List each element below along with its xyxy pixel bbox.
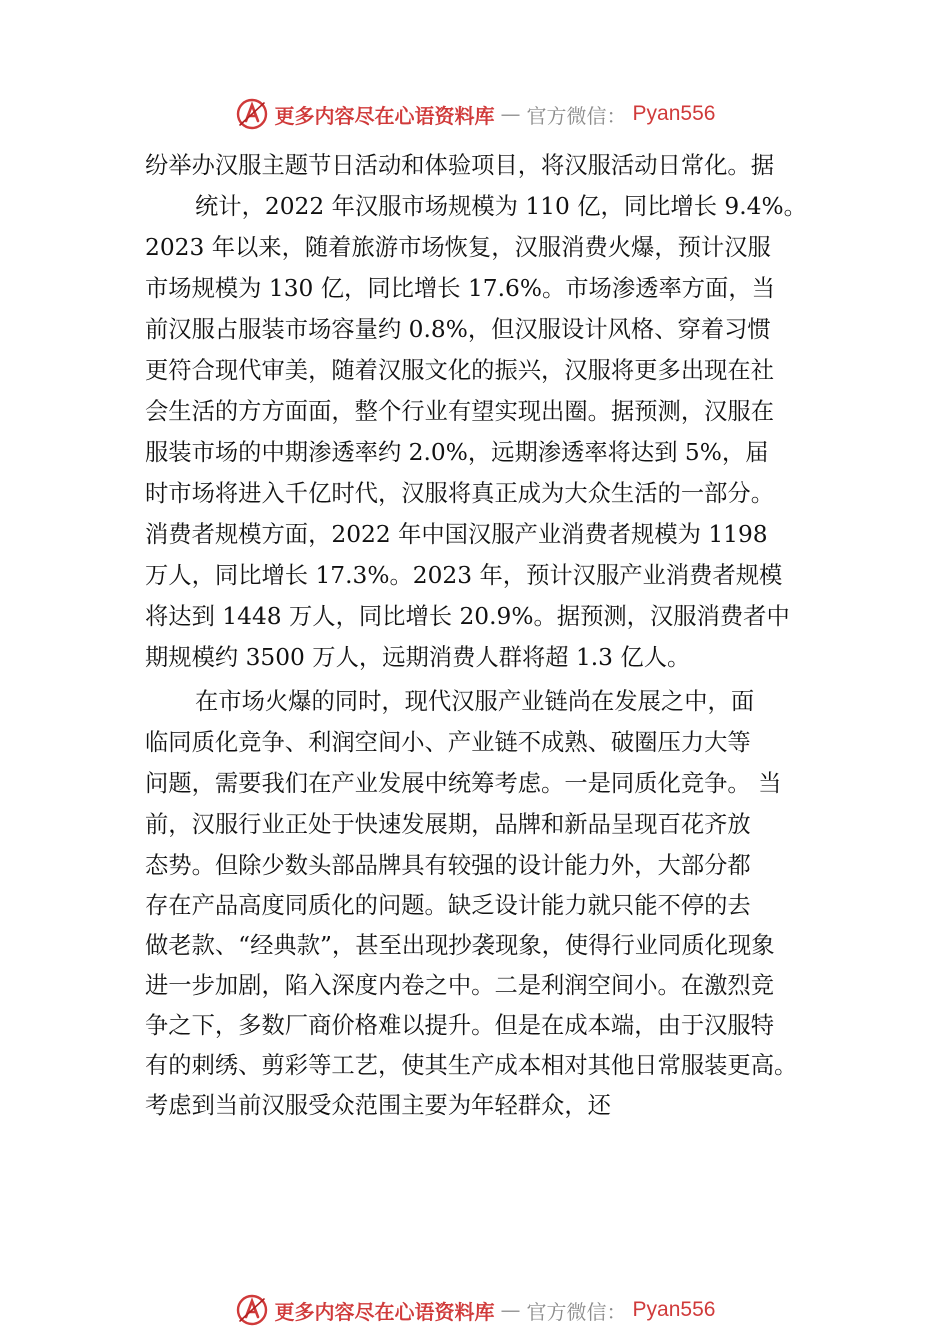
red-seal-logo-icon [235,1293,269,1327]
watermark-brand: 更多内容尽在心语资料库 [274,103,495,128]
watermark-label: 官方微信： [526,103,627,128]
watermark-account: Pyan556 [632,1298,716,1321]
body-line-1: 纷举办汉服主题节日活动和体验项目，将汉服活动日常化。据 [145,152,775,179]
body-line-8: 服装市场的中期渗透率约 2.0%，远期渗透率将达到 5%，届 [145,439,769,466]
footer-watermark [0,1290,950,1330]
body-line-17: 前，汉服行业正处于快速发展期，品牌和新品呈现百花齐放 [145,811,751,838]
watermark-separator: — [500,102,521,126]
watermark-label: 官方微信： [526,1299,627,1324]
body-line-21: 进一步加剧，陷入深度内卷之中。二是利润空间小。在激烈竞 [145,972,775,999]
body-line-24: 考虑到当前汉服受众范围主要为年轻群众，还 [145,1092,611,1119]
body-line-16: 问题，需要我们在产业发展中统筹考虑。一是同质化竞争。 当 [145,770,782,797]
body-line-4: 市场规模为 130 亿，同比增长 17.6%。市场渗透率方面，当 [145,275,775,302]
watermark-account: Pyan556 [632,102,716,125]
body-line-15: 临同质化竞争、利润空间小、产业链不成熟、破圈压力大等 [145,729,751,756]
body-line-3: 2023 年以来，随着旅游市场恢复，汉服消费火爆，预计汉服 [145,234,771,261]
body-line-14: 在市场火爆的同时，现代汉服产业链尚在发展之中，面 [195,688,755,715]
body-line-9: 时市场将进入千亿时代，汉服将真正成为大众生活的一部分。 [145,480,775,507]
watermark-brand: 更多内容尽在心语资料库 [274,1299,495,1324]
body-line-20: 做老款、“经典款”，甚至出现抄袭现象，使得行业同质化现象 [145,932,775,959]
body-line-10: 消费者规模方面，2022 年中国汉服产业消费者规模为 1198 [145,521,768,548]
body-line-19: 存在产品高度同质化的问题。缺乏设计能力就只能不停的去 [145,892,751,919]
body-line-12: 将达到 1448 万人，同比增长 20.9%。据预测，汉服消费者中 [145,603,790,630]
watermark-separator: — [500,1298,521,1322]
document-body [0,146,950,1146]
body-line-7: 会生活的方方面面，整个行业有望实现出圈。据预测，汉服在 [145,398,775,425]
body-line-2: 统计，2022 年汉服市场规模为 110 亿，同比增长 9.4%。 [195,193,807,220]
body-line-13: 期规模约 3500 万人，远期消费人群将超 1.3 亿人。 [145,644,691,671]
body-line-6: 更符合现代审美，随着汉服文化的振兴，汉服将更多出现在社 [145,357,775,384]
body-line-18: 态势。但除少数头部品牌具有较强的设计能力外，大部分都 [145,852,751,879]
red-seal-logo-icon [235,97,269,131]
body-line-5: 前汉服占服装市场容量约 0.8%，但汉服设计风格、穿着习惯 [145,316,771,343]
body-line-22: 争之下，多数厂商价格难以提升。但是在成本端，由于汉服特 [145,1012,775,1039]
header-watermark [0,94,950,134]
body-line-11: 万人，同比增长 17.3%。2023 年，预计汉服产业消费者规模 [145,562,783,589]
body-line-23: 有的刺绣、剪彩等工艺，使其生产成本相对其他日常服装更高。 [145,1052,798,1079]
